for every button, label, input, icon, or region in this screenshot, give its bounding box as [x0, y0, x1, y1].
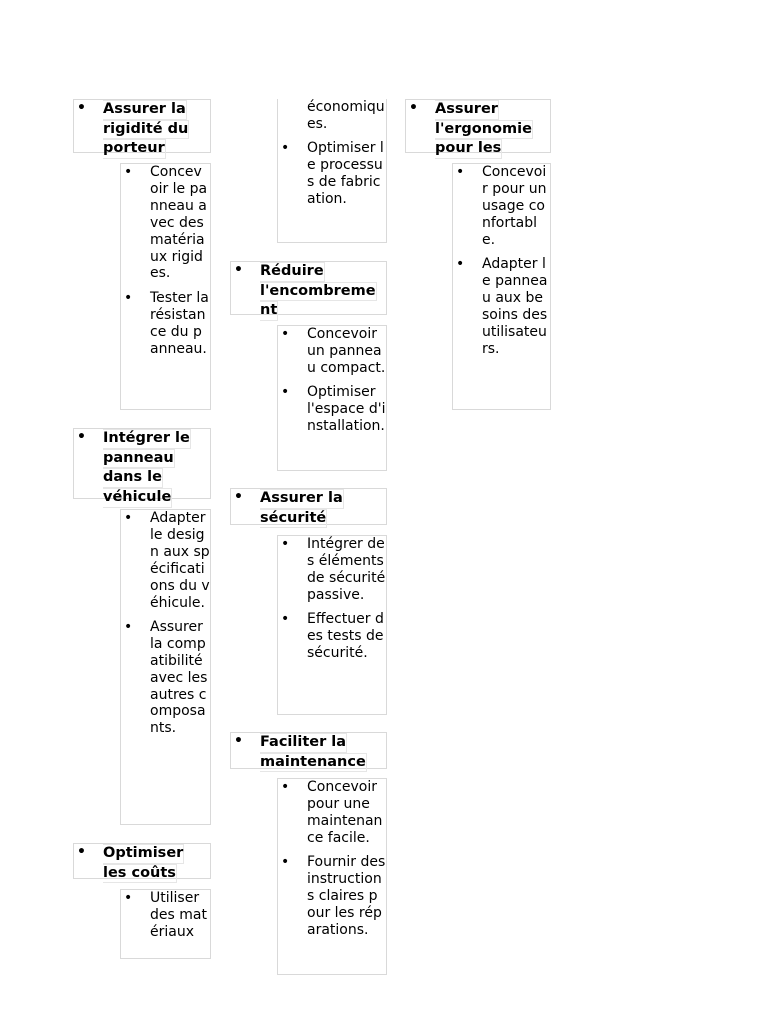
list-item: • Fournir des instructions claires pour les réparations.: [278, 854, 386, 939]
heading-line: dans le: [103, 468, 163, 488]
list-box-continued: [277, 99, 387, 243]
heading-line: véhicule: [103, 488, 172, 508]
list-item: • Effectuer des tests de sécurité.: [278, 611, 386, 662]
list-item: • Adapter le design aux spécifications du véhicule.: [121, 510, 210, 611]
heading-box-maintenance: [230, 732, 387, 769]
list-box-integrer: [120, 509, 211, 825]
heading-box-integrer: [73, 428, 211, 506]
list-item: • Intégrer des éléments de sécurité passive.: [278, 536, 386, 604]
heading-line: pour les: [435, 139, 502, 159]
heading-line: les coûts: [103, 864, 177, 884]
heading-ergonomie: [406, 100, 550, 159]
heading-box-couts: [73, 843, 211, 879]
heading-box-securite: [230, 488, 387, 525]
heading-line: Réduire: [260, 262, 325, 282]
list-item-continued: économiques.: [307, 99, 385, 132]
list-box-rigidite: [120, 163, 211, 410]
list-item: • Assurer la compatibilité avec les autres composants.: [121, 619, 210, 737]
list-item: • Concevoir un panneau compact.: [278, 326, 386, 377]
heading-box-rigidite: [73, 99, 211, 157]
heading-box-encombrement: [230, 261, 387, 319]
list-item: • Concevoir le panneau avec des matériaux rigides.: [121, 164, 210, 282]
heading-couts: [74, 844, 210, 883]
list-item: • Tester la résistance du panneau.: [121, 290, 210, 358]
list-item: • Concevoir pour une maintenance facile.: [278, 779, 386, 847]
heading-line: nt: [260, 301, 278, 321]
list-item: • Concevoir pour un usage confortable.: [453, 164, 550, 249]
list-item: • Adapter le panneau aux besoins des utilisateurs.: [453, 256, 550, 357]
heading-line: l'ergonomie: [435, 120, 533, 140]
heading-line: Assurer la: [260, 489, 344, 509]
heading-securite: [231, 489, 386, 528]
heading-line: Assurer: [435, 100, 499, 120]
heading-line: rigidité du: [103, 120, 189, 140]
heading-line: Faciliter la: [260, 733, 347, 753]
list-item: • Optimiser l'espace d'installation.: [278, 384, 386, 435]
heading-integrer: [74, 429, 210, 508]
heading-line: Optimiser: [103, 844, 184, 864]
heading-encombrement: [231, 262, 386, 321]
heading-box-ergonomie: [405, 99, 551, 157]
heading-line: Assurer la: [103, 100, 187, 120]
heading-line: sécurité: [260, 509, 327, 529]
list-box-encombrement: [277, 325, 387, 471]
heading-line: Intégrer le: [103, 429, 191, 449]
heading-maintenance: [231, 733, 386, 772]
list-item: • Utiliser des matériaux: [121, 890, 210, 941]
list-box-ergonomie: [452, 163, 551, 410]
list-box-securite: [277, 535, 387, 715]
list-box-couts: [120, 889, 211, 959]
heading-line: porteur: [103, 139, 166, 159]
heading-line: l'encombreme: [260, 282, 377, 302]
list-item: • Optimiser le processus de fabrication.: [278, 140, 386, 208]
heading-line: panneau: [103, 449, 175, 469]
list-box-maintenance: [277, 778, 387, 975]
heading-line: maintenance: [260, 753, 367, 773]
heading-rigidite: [74, 100, 210, 159]
